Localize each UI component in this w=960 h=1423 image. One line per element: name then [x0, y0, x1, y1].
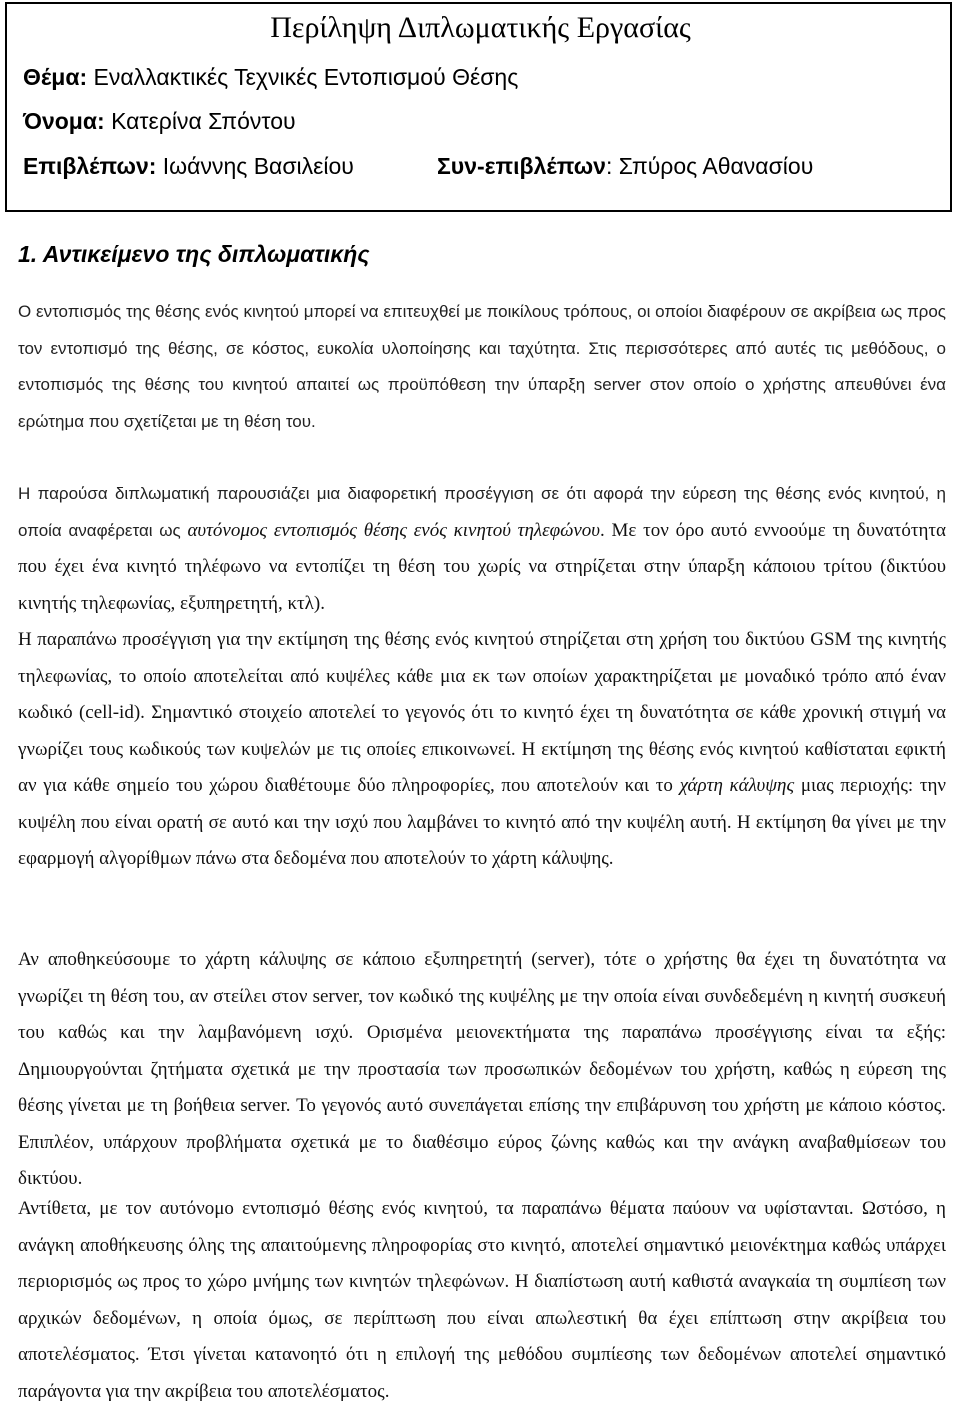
paragraph-2-text-b: . Με τον όρο αυτό εννοούμε τη δυνατότητα που έχει ένα κινητό τηλέφωνο να εντοπίζει τη θέση του χωρίς να στηρίζεται στην ύπαρξη κάποιου τρίτου (δικτύου κινητής τηλεφωνίας, εξυπηρετητή, κτλ). [18, 519, 946, 614]
paragraph-1: Ο εντοπισμός της θέσης ενός κινητού μπορεί να επιτευχθεί με ποικίλους τρόπους, οι οποίοι διαφέρουν σε ακρίβεια ως προς τον εντοπισμό της θέσης, σε κόστος, ευκολία υλοποίησης και ταχύτητα. Στις περισσότερες από αυτές τις μεθόδους, ο εντοπισμός της θέσης του κινητού απαιτεί ως προϋπόθεση την ύπαρξη server στον οποίο ο χρήστης απευθύνει ένα ερώτημα που σχετίζεται με τη θέση του. [18, 302, 946, 431]
paragraph-3 [18, 622, 946, 878]
paragraph-2-text-a: Η παρούσα διπλωματική παρουσιάζει μια διαφορετική προσέγγιση σε ότι αφορά την εύρεση της θέσης ενός κινητού, η οποία αναφέρεται ως [18, 484, 946, 540]
subject-value: Εναλλακτικές Τεχνικές Εντοπισμού Θέσης [93, 64, 519, 90]
cosupervisor-line [437, 151, 813, 181]
section-heading: 1. Αντικείμενο της διπλωματικής [18, 241, 370, 267]
paragraph-4: Αν αποθηκεύσουμε το χάρτη κάλυψης σε κάποιο εξυπηρετητή (server), τότε ο χρήστης θα έχει τη δυνατότητα να γνωρίζει τη θέση του, αν στείλει στον server, τον κωδικό της κυψέλης με την οποία είναι συνδεδεμένη η κινητή συσκευή του καθώς και την λαμβανόμενη ισχύ. Ορισμένα μειονεκτήματα της παραπάνω προσέγγισης είναι τα εξής: Δημιουργούνται ζητήματα σχετικά με την προστασία των προσωπικών δεδομένων του χρήστη, καθώς η εύρεση της θέσης γίνεται με τη βοήθεια server. Το γεγονός αυτό συνεπάγεται επίσης την επιβάρυνση του χρήστη με κάποιο κόστος. Επιπλέον, υπάρχουν προβλήματα σχετικά με το διαθέσιμο εύρος ζώνης καθώς και την ανάγκη αναβαθμίσεων του δικτύου. [18, 949, 946, 1189]
page-title: Περίληψη Διπλωματικής Εργασίας [270, 11, 691, 44]
paragraph-3-text-a: Η παραπάνω προσέγγιση για την εκτίμηση της θέσης ενός κινητού στηρίζεται στη χρήση του δικτύου GSM της κινητής τηλεφωνίας, το οποίο αποτελείται από κυψέλες κάθε μια εκ των οποίων χαρακτηρίζεται με μοναδικό τρόπο από έναν κωδικό (cell-id). Σημαντικό στοιχείο αποτελεί το γεγονός ότι το κινητό έχει τη δυνατότητα σε κάθε χρονική στιγμή να γνωρίζει τους κωδικούς των κυψελών με τις οποίες επικοινωνεί. Η εκτίμηση της θέσης ενός κινητού καθίσταται εφικτή αν για κάθε σημείο του χώρου διαθέτουμε δύο πληροφορίες, που αποτελούν και το [18, 629, 946, 796]
paragraph-3-italic: χάρτη κάλυψης [679, 775, 795, 796]
cosupervisor-value: : Σπύρος Αθανασίου [605, 153, 814, 179]
summary-header-box [5, 2, 952, 212]
name-label: Όνομα: [23, 108, 105, 134]
paragraph-2 [18, 476, 946, 622]
supervisor-line [23, 151, 354, 181]
paragraph-3-text-b: μιας περιοχής: την κυψέλη που είναι ορατή σε αυτό και την ισχύ που λαμβάνει το κινητό από την κυψέλη αυτή. Η εκτίμηση θα γίνει με την εφαρμογή αλγορίθμων πάνω στα δεδομένα που αποτελούν το χάρτη κάλυψης. [18, 775, 946, 869]
name-line [23, 106, 296, 136]
cosupervisor-label: Συν-επιβλέπων [437, 153, 606, 179]
supervisor-label: Επιβλέπων: [23, 153, 157, 179]
subject-line [23, 62, 518, 92]
name-value: Κατερίνα Σπόντου [111, 108, 296, 134]
subject-label: Θέμα: [23, 64, 88, 90]
supervisor-value: Ιωάννης Βασιλείου [162, 153, 354, 179]
paragraph-2-italic: αυτόνομος εντοπισμός θέσης ενός κινητού τηλεφώνου [187, 519, 601, 541]
paragraph-5: Αντίθετα, με τον αυτόνομο εντοπισμό θέσης ενός κινητού, τα παραπάνω θέματα παύουν να υφίστανται. Ωστόσο, η ανάγκη αποθήκευσης όλης της απαιτούμενης πληροφορίας στο κινητό, αποτελεί σημαντικό μειονέκτημα καθώς υπάρχει περιορισμός ως προς το χώρο μνήμης των κινητών τηλεφώνων. Η διαπίστωση αυτή καθιστά αναγκαία τη συμπίεση των αρχικών δεδομένων, η οποία όμως, σε περίπτωση που είναι απωλεστική θα έχει επίπτωση στην ακρίβεια του αποτελέσματος. Έτσι γίνεται κατανοητό ότι η επιλογή της μεθόδου συμπίεσης των δεδομένων αποτελεί σημαντικό παράγοντα για την ακρίβεια του αποτελέσματος. [18, 1198, 946, 1402]
